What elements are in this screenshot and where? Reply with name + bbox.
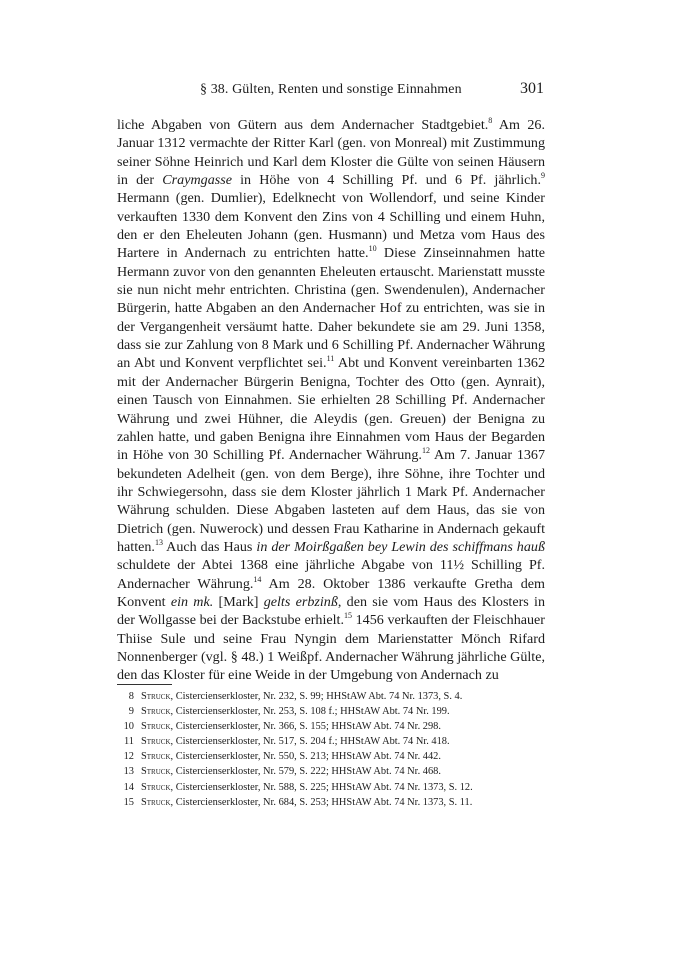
footnote-number: 14 bbox=[123, 781, 134, 793]
text-run: Am 28. Oktober 1386 verkaufte Gretha dem Konvent bbox=[117, 575, 545, 610]
footnote-number: 11 bbox=[123, 736, 134, 748]
text-run: Am 7. Januar 1367 bekundeten Adelheit (gen. von dem Berge), ihre Söhne, ihre Tochter und ihr Schwiegersohn, dass sie dem Kloster jährlich 1 Mark Pf. Andernacher Währung schulden. Diese Abgaben lasteten auf dem Haus, das sie von Dietrich (gen. Nuwerock) und dessen Frau Katharine in Andernach gekauft hatten. bbox=[117, 447, 546, 555]
footnote-separator bbox=[117, 684, 172, 685]
italic-quote: in der Moirßgaßen bey Lewin des schiffmans hauß bbox=[256, 538, 545, 555]
footnote-ref[interactable]: 8 bbox=[488, 116, 493, 125]
footnote-text: , Cistercienserkloster, Nr. 253, S. 108 f.; HHStAW Abt. 74 Nr. 199. bbox=[170, 706, 450, 718]
footnote bbox=[117, 719, 557, 734]
footnote-author: Struck bbox=[141, 691, 171, 702]
text-run: 1456 verkauften der Fleischhauer Thiise Sule und seine Frau Nyngin dem Marienstatter Mönch Rifard Nonnenberger (vgl. § 48.) 1 Weißpf. Andernacher Währung jährliche Gülte, den das Kloster für eine Weide in der Umgebung von Andernach zu bbox=[117, 612, 546, 684]
text-run: , den sie vom Haus des Klosters in der Wollgasse bei der Backstube erhielt. bbox=[117, 593, 546, 629]
footnote-ref[interactable]: 10 bbox=[368, 244, 377, 254]
footnote bbox=[117, 780, 557, 795]
page-number: 301 bbox=[520, 80, 544, 97]
main-text bbox=[117, 116, 545, 685]
paragraph bbox=[117, 116, 545, 685]
italic-quote: ein mk. bbox=[170, 593, 214, 610]
text-run: Abt und Konvent vereinbarten 1362 mit der Andernacher Bürgerin Benigna, Tochter des Otto (gen. Aynrait), einen Tausch von Einnahmen. Sie erhielten 28 Schilling Pf. Andernacher Währung und zwei Hühner, die Aleydis (gen. Greuen) der Benigna zu zahlen hatte, und gaben Benigna ihre Einnahmen vom Haus der Begarden in Höhe von 30 Schilling Pf. Andernacher Währung. bbox=[117, 355, 545, 464]
footnote-ref[interactable]: 12 bbox=[421, 446, 430, 456]
footnote bbox=[117, 734, 557, 749]
footnote-ref[interactable]: 14 bbox=[253, 574, 262, 584]
footnote-text: , Cistercienserkloster, Nr. 550, S. 213; HHStAW Abt. 74 Nr. 442. bbox=[170, 751, 441, 763]
text-run: liche Abgaben von Gütern aus dem Andernacher Stadtgebiet. bbox=[117, 117, 489, 133]
text-run: Am 26. Januar 1312 vermachte der Ritter Karl (gen. von Monreal) mit Zustimmung seiner Söhne Heinrich und Karl dem Kloster die Gülte von seinen Häusern in der bbox=[117, 117, 545, 189]
text-run: Hermann (gen. Dumlier), Edelknecht von Wollendorf, und seine Kinder verkauften 1330 dem Konvent den Zins von 4 Schilling und einem Huhn, den er den Eheleuten Johann (gen. Husmann) und Metza vom Haus des Hartere in Andernach zu entrichten hatte. bbox=[117, 190, 545, 262]
footnote bbox=[117, 704, 557, 719]
text-run: Auch das Haus bbox=[162, 538, 257, 555]
text-run: schuldete der Abtei 1368 eine jährliche Abgabe von 11½ Schilling Pf. Andernacher Währung. bbox=[117, 557, 545, 592]
footnote-number: 10 bbox=[123, 721, 134, 733]
footnote bbox=[117, 795, 557, 810]
footnote-author: Struck bbox=[141, 736, 171, 748]
footnote-text: , Cistercienserkloster, Nr. 579, S. 222; HHStAW Abt. 74 Nr. 468. bbox=[170, 766, 441, 778]
footnote-ref[interactable]: 13 bbox=[154, 537, 163, 547]
footnote-author: Struck bbox=[141, 766, 171, 778]
footnote bbox=[117, 764, 557, 779]
footnote-text: , Cistercienserkloster, Nr. 684, S. 253; HHStAW Abt. 74 Nr. 1373, S. 11. bbox=[170, 796, 473, 808]
footnote-number: 15 bbox=[123, 796, 134, 808]
text-run: [Mark] bbox=[213, 593, 264, 610]
footnote-author: Struck bbox=[141, 796, 171, 808]
footnote bbox=[117, 749, 557, 764]
running-title: § 38. Gülten, Renten und sonstige Einnahmen bbox=[200, 82, 462, 97]
footnote-author: Struck bbox=[141, 781, 171, 793]
footnote-ref[interactable]: 11 bbox=[326, 354, 335, 364]
footnotes bbox=[117, 689, 557, 810]
footnote-author: Struck bbox=[141, 721, 171, 733]
footnote-number: 8 bbox=[128, 691, 134, 702]
footnote-text: , Cistercienserkloster, Nr. 588, S. 225; HHStAW Abt. 74 Nr. 1373, S. 12. bbox=[170, 781, 473, 793]
running-header bbox=[200, 80, 550, 102]
italic-term: Craymgasse bbox=[162, 172, 232, 189]
text-run: Diese Zinseinnahmen hatte Hermann zuvor von den genannten Eheleuten ertauscht. Marienstatt musste sie nun nicht mehr entrichten. Christina (gen. Swendenulen), Andernacher Bürgerin, hatte Abgaben an den Andernacher Hof zu entrichten, was sie in der Vergangenheit versäumt hatte. Daher bekundete sie am 29. Juni 1358, dass sie zur Zahlung von 8 Mark und 6 Schilling Pf. Andernacher Währung an Abt und Konvent verpflichtet sei. bbox=[117, 245, 545, 372]
footnote-text: , Cistercienserkloster, Nr. 232, S. 99; HHStAW Abt. 74 Nr. 1373, S. 4. bbox=[170, 691, 463, 702]
footnote-number: 9 bbox=[128, 706, 134, 718]
footnote-author: Struck bbox=[141, 751, 171, 763]
italic-quote: gelts erbzinß bbox=[263, 593, 338, 610]
footnote-number: 12 bbox=[123, 751, 134, 763]
footnote-text: , Cistercienserkloster, Nr. 517, S. 204 f.; HHStAW Abt. 74 Nr. 418. bbox=[170, 736, 450, 748]
footnote-number: 13 bbox=[123, 766, 134, 778]
footnote-ref[interactable]: 15 bbox=[343, 611, 352, 621]
footnote-author: Struck bbox=[141, 706, 171, 718]
footnote-text: , Cistercienserkloster, Nr. 366, S. 155; HHStAW Abt. 74 Nr. 298. bbox=[170, 721, 441, 733]
footnote bbox=[117, 689, 557, 704]
footnote-ref[interactable]: 9 bbox=[541, 171, 545, 181]
text-run: in Höhe von 4 Schilling Pf. und 6 Pf. jährlich. bbox=[231, 172, 541, 189]
